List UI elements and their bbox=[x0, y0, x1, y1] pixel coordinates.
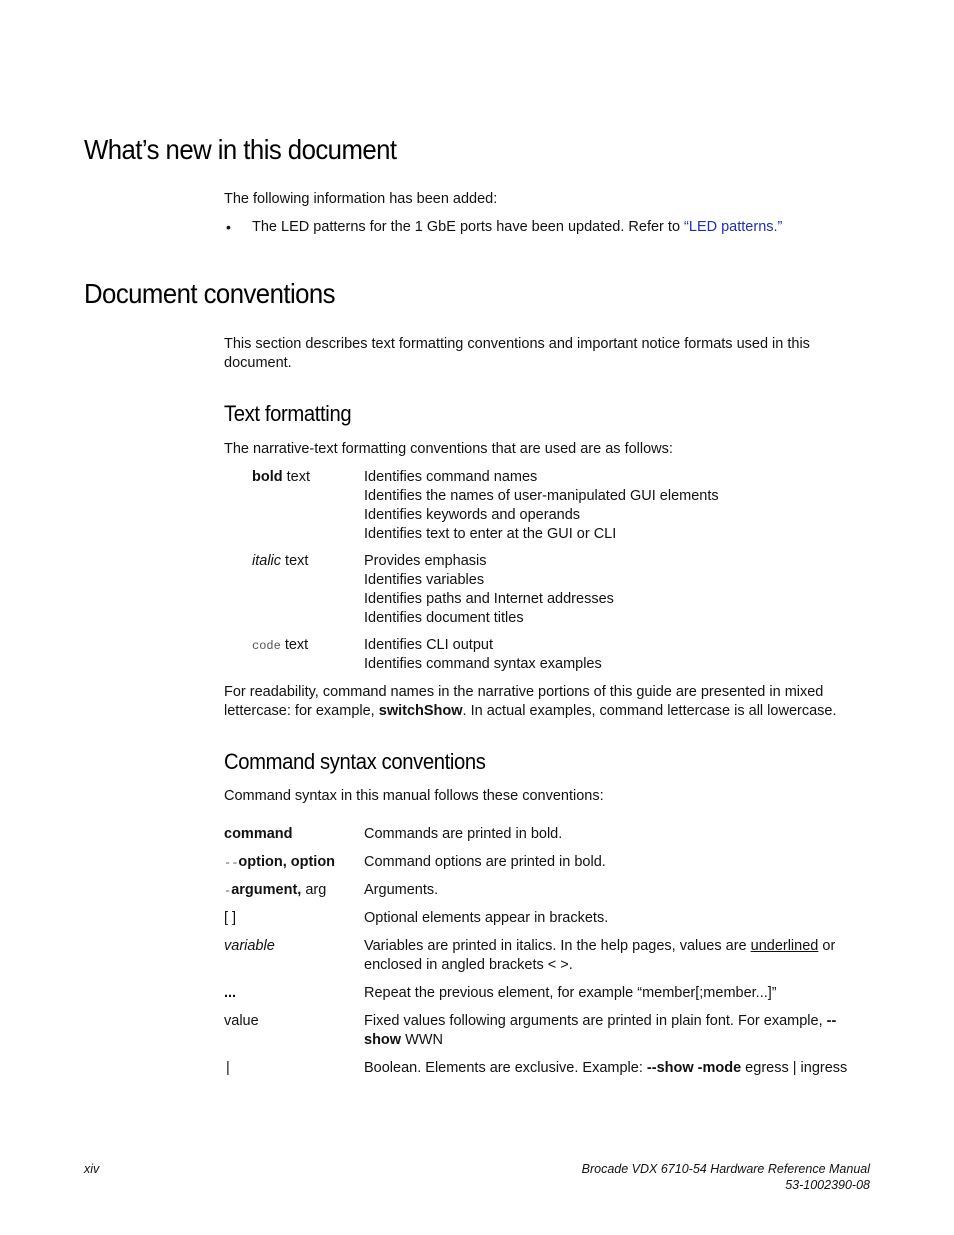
syntax-heading: Command syntax conventions bbox=[224, 749, 486, 774]
syntax-desc-argument: Arguments. bbox=[364, 882, 439, 898]
syntax-term-command: command bbox=[224, 826, 293, 842]
text-formatting-intro: The narrative-text formatting conventions that are used are as follows: bbox=[224, 441, 673, 457]
whats-new-bullet bbox=[252, 218, 782, 237]
syntax-desc-ellipsis: Repeat the previous element, for example “member[;member...]” bbox=[364, 985, 777, 1001]
format-term-italic: italic text bbox=[252, 553, 309, 569]
syntax-term-argument: -argument, arg bbox=[224, 882, 327, 898]
text-formatting-heading: Text formatting bbox=[224, 401, 352, 426]
format-term-bold: bold text bbox=[252, 469, 311, 485]
conventions-intro: This section describes text formatting conventions and important notice formats used in this document. bbox=[224, 336, 810, 371]
syntax-term-pipe: | bbox=[226, 1060, 230, 1076]
bullet-text: The LED patterns for the 1 GbE ports have been updated. Refer to bbox=[252, 219, 685, 235]
syntax-desc-option: Command options are printed in bold. bbox=[364, 854, 606, 870]
format-term-code: code text bbox=[252, 637, 309, 653]
page-number: xiv bbox=[84, 1162, 100, 1176]
bullet-icon: • bbox=[226, 219, 231, 235]
readability-paragraph: For readability, command names in the narrative portions of this guide are presented in mixed lettercase: for example, switchShow. In actual examples, command lettercase is all lowercase. bbox=[224, 684, 837, 719]
syntax-desc-command: Commands are printed in bold. bbox=[364, 826, 563, 842]
syntax-term-value: value bbox=[224, 1013, 259, 1029]
syntax-term-ellipsis: ... bbox=[224, 985, 237, 1001]
syntax-term-variable: variable bbox=[224, 938, 275, 954]
syntax-desc-value: Fixed values following arguments are printed in plain font. For example, --show WWN bbox=[364, 1013, 837, 1048]
syntax-term-brackets: [ ] bbox=[224, 910, 237, 926]
format-desc-code: Identifies CLI output Identifies command syntax examples bbox=[364, 637, 602, 672]
syntax-intro: Command syntax in this manual follows these conventions: bbox=[224, 788, 604, 804]
syntax-desc-brackets: Optional elements appear in brackets. bbox=[364, 910, 609, 926]
manual-title: Brocade VDX 6710-54 Hardware Reference Manual bbox=[581, 1162, 870, 1176]
syntax-desc-pipe: Boolean. Elements are exclusive. Example: --show -mode egress | ingress bbox=[364, 1060, 848, 1076]
format-desc-italic: Provides emphasis Identifies variables Identifies paths and Internet addresses Identifies document titles bbox=[364, 553, 614, 626]
doc-number: 53-1002390-08 bbox=[785, 1178, 870, 1192]
conventions-heading: Document conventions bbox=[84, 278, 336, 309]
format-desc-bold: Identifies command names Identifies the names of user-manipulated GUI elements Identifies keywords and operands Identifies text to enter at the GUI or CLI bbox=[364, 469, 719, 542]
whats-new-intro: The following information has been added: bbox=[224, 191, 498, 207]
whats-new-heading: What’s new in this document bbox=[84, 134, 397, 165]
led-patterns-link[interactable]: “LED patterns.” bbox=[684, 219, 783, 235]
syntax-desc-variable: Variables are printed in italics. In the help pages, values are underlined or enclosed in angled brackets < >. bbox=[364, 938, 836, 973]
syntax-term-option: --option, option bbox=[224, 854, 336, 870]
